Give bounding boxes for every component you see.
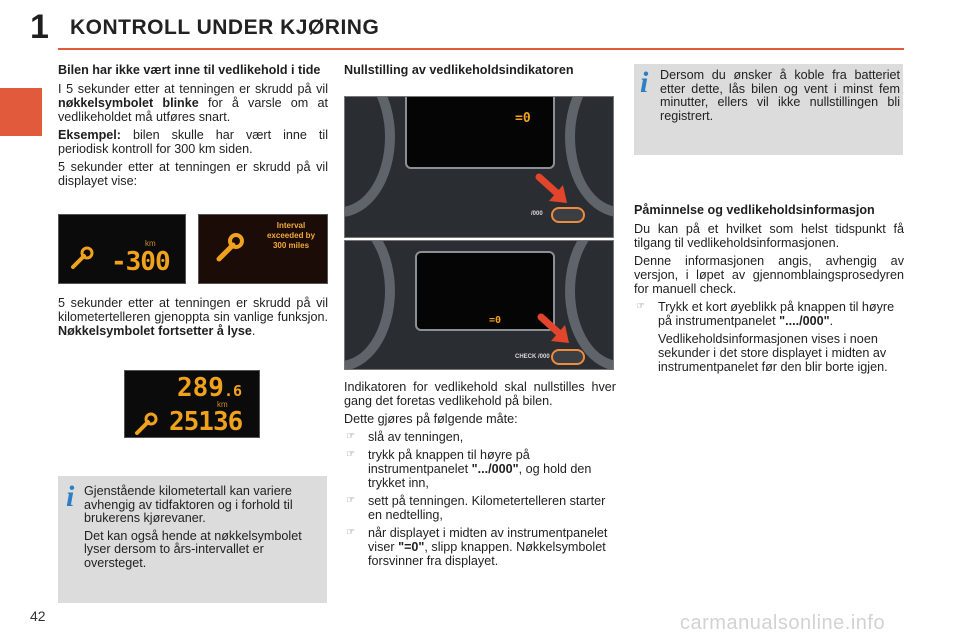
info-icon: i	[640, 66, 649, 99]
overdue-km-display	[58, 214, 186, 284]
page-number: 42	[30, 608, 46, 624]
column-left	[58, 64, 328, 192]
odometer-value: 25136	[169, 407, 243, 437]
cluster-button-label: /000	[531, 211, 543, 217]
section-heading-reminder: Påminnelse og vedlikeholdsinformasjon	[634, 203, 875, 217]
list-item: ☞ trykk på knappen til høyre på instrumentpanelet ".../000", og hold den trykket inn,	[346, 448, 592, 490]
watermark: carmanualsonline.info	[680, 612, 886, 634]
paragraph: I 5 sekunder etter at tenningen er skrudd på vil nøkkelsymbolet blinke for å varsle om at vedlikeholdet må utføres snart.	[58, 81, 328, 124]
trip-value: 289.6	[177, 373, 243, 403]
chapter-tab	[0, 88, 42, 136]
info-text: Gjenstående kilometertall kan variere avhengig av tidfaktoren og i forhold til brukerens kjørevaner. Det kan også hende at nøkkelsymbolet lyser dersom to års-intervallet er oversteget.	[84, 484, 302, 570]
paragraph: Indikatoren for vedlikehold skal nullstilles hver gang det foretas vedlikehold på bilen.	[344, 380, 616, 408]
arrow-icon	[537, 313, 577, 349]
paragraph: Vedlikeholdsinformasjonen vises i noen sekunder i det store displayet i midten av instrumentpanelet før den blir borte igjen.	[658, 331, 888, 374]
cluster-button-label: CHECK /000	[515, 354, 550, 360]
column-middle-heading	[344, 64, 616, 94]
paragraph: 5 sekunder etter at tenningen er skrudd på vil kilometertelleren gjenoppta sin vanlige funksjon. Nøkkelsymbolet fortsetter å lyse.	[58, 296, 328, 338]
wrench-icon	[133, 411, 159, 437]
chapter-number: 1	[30, 8, 49, 46]
section-heading-reset: Nullstilling av vedlikeholdsindikatoren	[344, 63, 574, 77]
instrument-cluster-image	[344, 240, 614, 370]
paragraph: Du kan på et hvilket som helst tidspunkt få tilgang til vedlikeholdsinformasjonen.	[634, 221, 904, 250]
column-left-continued	[58, 296, 328, 342]
column-right	[634, 204, 904, 378]
page-title: KONTROLL UNDER KJØRING	[70, 16, 380, 39]
info-text: Dersom du ønsker å koble fra batteriet etter dette, lås bilen og vent i minst fem minutter, ellers vil ikke nullstillingen bli registrert.	[660, 68, 900, 123]
wrench-icon	[213, 231, 247, 265]
unit-label: km	[217, 400, 228, 409]
overdue-value: -300	[111, 247, 170, 277]
list-item: ☞ slå av tenningen,	[346, 430, 464, 444]
cluster-readout: =0	[489, 315, 502, 326]
list-item: ☞ når displayet i midten av instrumentpanelet viser "=0", slipp knappen. Nøkkelsymbolet forsvinner fra displayet.	[346, 526, 608, 568]
header-rule	[58, 48, 904, 50]
column-middle	[344, 380, 616, 572]
info-panel-mileage	[58, 476, 327, 603]
odometer-display	[124, 370, 260, 438]
section-heading-overdue: Bilen har ikke vært inne til vedlikehold i tide	[58, 63, 321, 77]
reset-button	[551, 349, 585, 365]
list-item: ☞ Trykk et kort øyeblikk på knappen til høyre på instrumentpanelet "..../000". Vedlikeholdsinformasjonen vises i noen sekunder i det store displayet i midten av instrumentpanelet før den blir borte igjen.	[634, 300, 904, 374]
instrument-cluster-image	[344, 96, 614, 238]
reset-button	[551, 207, 585, 223]
paragraph: 5 sekunder etter at tenningen er skrudd på vil displayet vise:	[58, 159, 328, 188]
info-icon: i	[66, 480, 75, 513]
cluster-readout: =0	[515, 111, 531, 126]
info-panel-battery	[634, 64, 903, 155]
paragraph: Denne informasjonen angis, avhengig av versjon, i løpet av gjennomblaingsprosedyren for manuell check.	[634, 253, 904, 296]
unit-label: km	[145, 239, 156, 248]
paragraph: Eksempel: bilen skulle har vært inne til periodisk kontroll for 300 km siden.	[58, 127, 328, 156]
list-item: ☞ sett på tenningen. Kilometertelleren starter en nedtelling,	[346, 494, 606, 522]
interval-message-display	[198, 214, 328, 284]
paragraph: Dette gjøres på følgende måte:	[344, 412, 518, 426]
interval-message: Interval exceeded by 300 miles	[266, 221, 316, 250]
arrow-icon	[535, 173, 575, 209]
wrench-icon	[69, 245, 95, 271]
